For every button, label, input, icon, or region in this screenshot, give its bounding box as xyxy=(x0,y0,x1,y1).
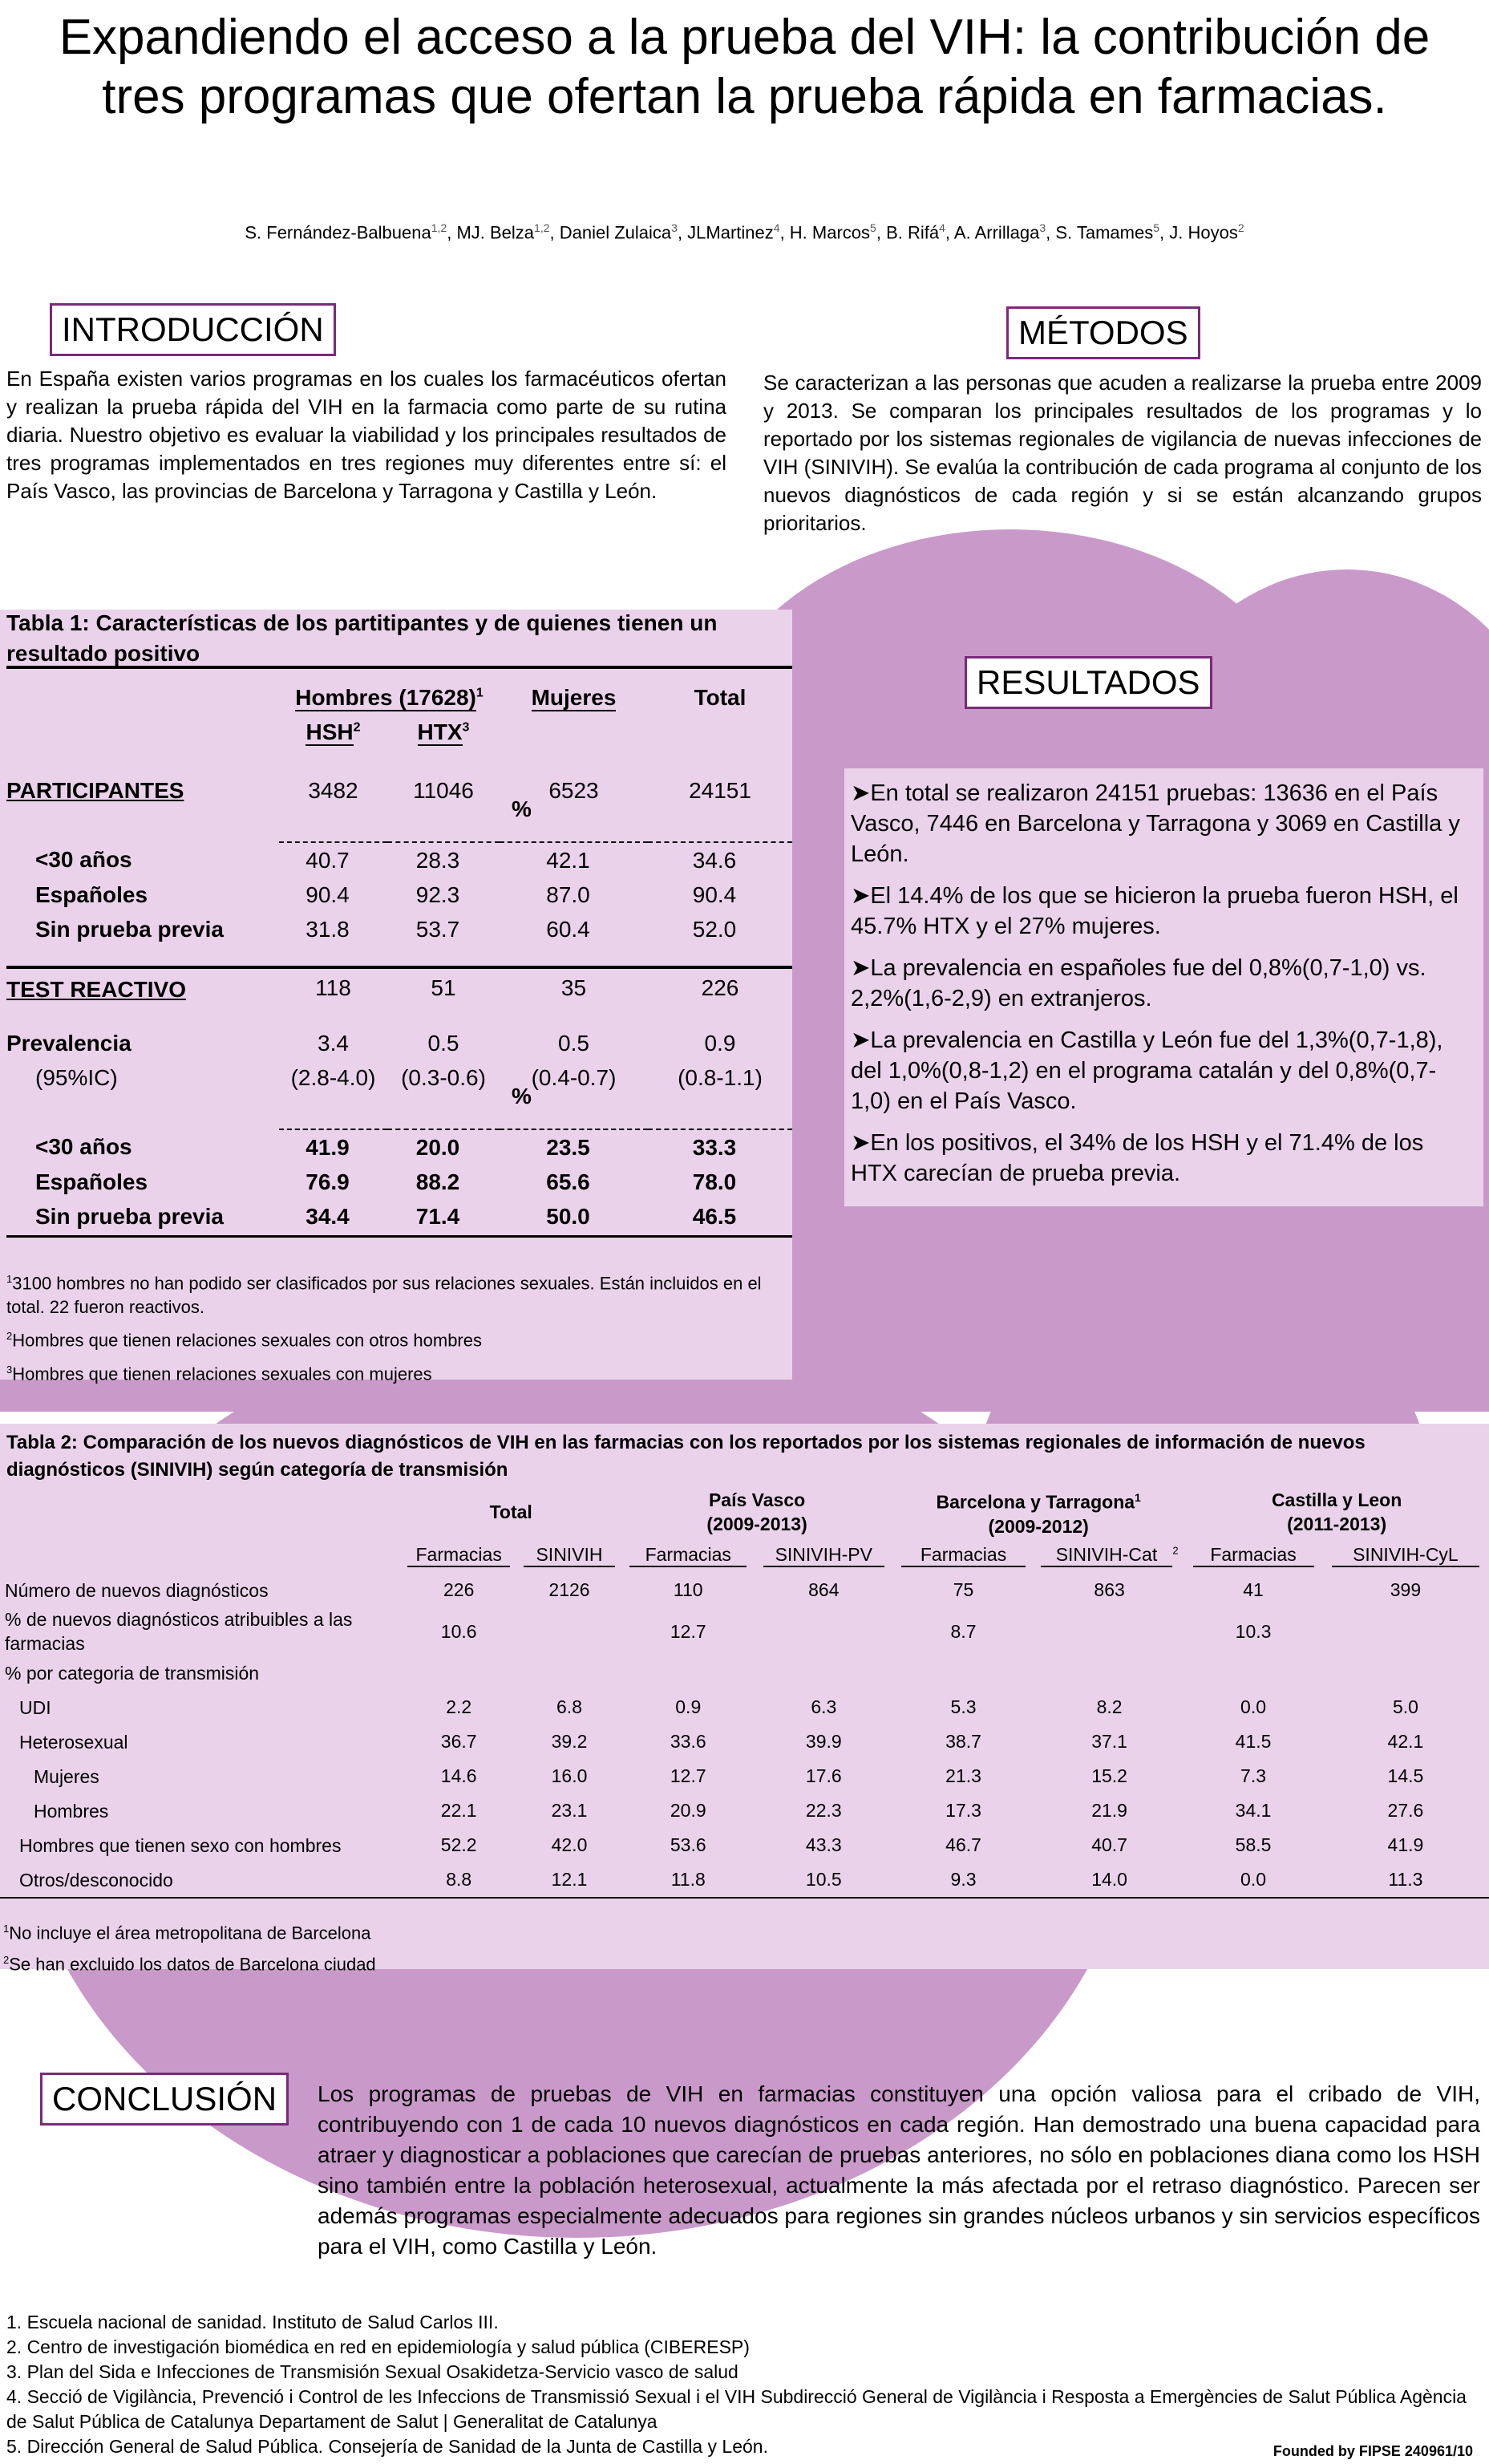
arrow-bullet-icon: ➤ xyxy=(851,1027,871,1053)
cell: 20.0 xyxy=(415,1134,460,1160)
table1-row xyxy=(6,842,792,877)
group-barcelona-years: (2009-2012) xyxy=(988,1515,1089,1537)
cell: 22.3 xyxy=(805,1800,842,1821)
subhead-label: Farmacias xyxy=(407,1544,510,1567)
cell: 6523 xyxy=(548,777,599,803)
row-label: % por categoria de transmisión xyxy=(5,1662,260,1684)
table1-header-row-1 xyxy=(6,680,792,715)
results-box xyxy=(844,768,1483,1206)
row-label: Heterosexual xyxy=(19,1731,128,1753)
cell: 28.3 xyxy=(415,847,460,873)
table2-row xyxy=(0,1656,1489,1690)
cell: 33.6 xyxy=(670,1731,706,1752)
cell: 10.5 xyxy=(805,1869,842,1890)
conclusion-text: Los programas de pruebas de VIH en farmacias constituyen una opción valiosa para el cribado de VIH, contribuyendo con 1 de cada 10 nuevos diagnósticos en cada región. Han demostrado una buena capacidad para atraer y diagnosticar a poblaciones que carecían de pruebas anteriores, no sólo en poblaciones diana como los HSH sino también entre la población heterosexual, actualmente la más afectada por el retraso diagnóstico. Parecen ser además programas especialmente adecuados para regiones sin grandes núcleos urbanos y sin servicios específicos para el VIH, como Castilla y León. xyxy=(318,2081,1480,2259)
cell: 22.1 xyxy=(440,1800,477,1821)
arrow-bullet-icon: ➤ xyxy=(851,955,871,981)
author-affil-sup: 5 xyxy=(870,221,876,234)
cell: 8.2 xyxy=(1096,1696,1123,1717)
cell xyxy=(755,1607,892,1656)
result-item xyxy=(851,1025,1474,1116)
cell: 7.3 xyxy=(1240,1765,1267,1786)
cell: 41 xyxy=(1243,1579,1264,1600)
table2-note xyxy=(3,1947,376,1978)
affiliations xyxy=(6,2310,1474,2459)
cell: 41.9 xyxy=(305,1134,350,1160)
row-label: UDI xyxy=(19,1696,51,1718)
cell: 3.4 xyxy=(318,1030,349,1056)
table2-row xyxy=(0,1573,1489,1607)
table2-group-row xyxy=(0,1485,1489,1538)
methods-text: Se caracterizan a las personas que acuden a realizarse la prueba entre 2009 y 2013. Se comparan los principales resultados de los programas y lo reportado por los sistemas regionales de vigilancia de nuevas infecciones de VIH (SINIVIH). Se evalúa la contribución de cada programa al conjunto de los nuevos diagnósticos de cada región y si se están alcanzando grupos prioritarios. xyxy=(763,371,1482,535)
header-total: Total xyxy=(694,684,747,710)
header-hsh: HSH xyxy=(305,719,354,744)
table2-subhead xyxy=(400,1538,517,1573)
table1-row-prevalencia xyxy=(6,1026,792,1060)
table1 xyxy=(6,680,792,1238)
result-item xyxy=(851,953,1474,1014)
cell: 33.3 xyxy=(692,1134,737,1160)
table1-row xyxy=(6,1199,792,1234)
result-text: En los positivos, el 34% de los HSH y el 71.4% de los HTX carecían de prueba previa. xyxy=(851,1130,1424,1186)
table2-subhead xyxy=(1034,1538,1184,1573)
cell: 60.4 xyxy=(546,916,590,942)
group-castilla: Castilla y Leon xyxy=(1271,1489,1402,1510)
group-barcelona: Barcelona y Tarragona xyxy=(936,1491,1135,1513)
cell: 10.6 xyxy=(440,1620,477,1642)
cell: 399 xyxy=(1390,1579,1422,1600)
cell: 0.9 xyxy=(704,1030,736,1056)
cell: 0.9 xyxy=(675,1696,702,1717)
author-affil-sup: 5 xyxy=(1153,221,1159,234)
affiliation: 5. Dirección General de Salud Pública. Consejería de Sanidad de la Junta de Castilla y León. xyxy=(6,2436,768,2457)
cell: 12.7 xyxy=(670,1765,706,1786)
row-label: Españoles xyxy=(35,881,148,907)
group-barcelona-sup: 1 xyxy=(1135,1491,1141,1505)
cell: 92.3 xyxy=(415,881,460,907)
subhead-label: Farmacias xyxy=(629,1544,747,1567)
row-label: Sin prueba previa xyxy=(35,916,224,942)
row-label: % de nuevos diagnósticos atribuibles a las farmacias xyxy=(5,1609,353,1654)
note-sup: 1 xyxy=(3,1923,10,1935)
row-label: Otros/desconocido xyxy=(19,1869,173,1891)
header-htx-sup: 3 xyxy=(462,720,470,735)
pct-label: % xyxy=(512,1084,532,1108)
cell: 5.0 xyxy=(1392,1696,1418,1717)
cell: 3482 xyxy=(308,777,358,803)
table2-subhead xyxy=(517,1538,621,1573)
cell: 23.1 xyxy=(551,1800,588,1821)
group-pais-vasco-years: (2009-2013) xyxy=(706,1514,807,1534)
table1-title: Tabla 1: Características de los partitipantes y de quienes tienen un resultado positivo xyxy=(6,610,718,666)
row-label: Españoles xyxy=(35,1169,148,1194)
cell: 14.5 xyxy=(1387,1765,1424,1786)
cell: 12.1 xyxy=(551,1869,588,1890)
subhead-label: SINIVIH-PV xyxy=(763,1544,884,1567)
arrow-bullet-icon: ➤ xyxy=(851,883,871,909)
cell: 46.7 xyxy=(945,1834,981,1855)
table2-row xyxy=(0,1759,1489,1793)
author-affil-sup: 4 xyxy=(939,221,945,234)
table2-subhead xyxy=(1184,1538,1322,1573)
table1-header-row-2 xyxy=(6,715,792,749)
cell: 65.6 xyxy=(546,1169,590,1194)
author: Daniel Zulaica xyxy=(559,222,672,243)
cell: 76.9 xyxy=(305,1169,350,1194)
cell: 53.6 xyxy=(670,1834,706,1855)
table1-note xyxy=(6,1324,788,1352)
author: H. Marcos xyxy=(789,222,871,243)
pct-label: % xyxy=(512,796,532,821)
row-label: <30 años xyxy=(35,847,132,872)
table2-subhead xyxy=(755,1538,892,1573)
cell: 52.2 xyxy=(440,1834,477,1855)
subhead-label: SINIVIH xyxy=(524,1544,615,1567)
subhead-label: Farmacias xyxy=(901,1544,1026,1567)
cell: 71.4 xyxy=(415,1203,460,1229)
cell: 90.4 xyxy=(305,881,350,907)
cell: 6.3 xyxy=(811,1696,837,1717)
results-heading: RESULTADOS xyxy=(965,656,1212,709)
intro-heading: INTRODUCCIÓN xyxy=(50,303,336,356)
author: S. Tamames xyxy=(1055,222,1154,243)
cell: 88.2 xyxy=(415,1169,460,1194)
table2-subhead xyxy=(1322,1538,1489,1573)
cell: 0.0 xyxy=(1240,1869,1267,1890)
cell: 34.4 xyxy=(305,1203,350,1229)
group-castilla-years: (2011-2013) xyxy=(1287,1514,1387,1534)
cell: 0.5 xyxy=(558,1030,589,1056)
cell: 42.1 xyxy=(546,847,590,873)
intro-text: En España existen varios programas en los cuales los farmacéuticos ofertan y realizan la prueba rápida del VIH en la farmacia como parte de su rutina diaria. Nuestro objetivo es evaluar la viabilidad y los principales resultados de tres programas implementados en tres regiones muy diferentes entre sí: el País Vasco, las provincias de Barcelona y Tarragona y Castilla y León. xyxy=(6,367,726,503)
cell xyxy=(892,1656,1034,1690)
cell: 110 xyxy=(673,1579,703,1600)
table1-row xyxy=(6,912,792,946)
table2-subhead xyxy=(621,1538,755,1573)
participantes-label: PARTICIPANTES xyxy=(6,777,184,803)
cell xyxy=(517,1656,621,1690)
cell: 17.6 xyxy=(805,1765,842,1786)
cell: 9.3 xyxy=(950,1869,977,1890)
cell: 2126 xyxy=(548,1579,590,1600)
cell: 34.6 xyxy=(692,847,737,873)
prevalencia-label: Prevalencia xyxy=(6,1030,132,1056)
cell xyxy=(1322,1607,1489,1656)
cell: 11046 xyxy=(413,777,474,803)
cell: 38.7 xyxy=(945,1731,981,1752)
cell: 52.0 xyxy=(692,916,737,942)
cell: 864 xyxy=(808,1579,840,1600)
author-list: S. Fernández-Balbuena$^{1,2}$, MJ. Belza$^{1,2}$, Daniel Zulaica$^3$, JLMartinez$^4$, H. Marcos$^5$, B. Rifá$^4$, A. Arrillaga$^3$, S. Tamames$^5$, J. Hoyos$^2$ xyxy=(245,221,1244,243)
table1-note xyxy=(6,1358,788,1386)
author-affil-sup: 1,2 xyxy=(431,221,447,234)
cell: 41.9 xyxy=(1387,1834,1424,1855)
result-text: La prevalencia en españoles fue del 0,8%(0,7-1,0) vs. 2,2%(1,6-2,9) en extranjeros. xyxy=(851,955,1426,1011)
cell: 12.7 xyxy=(670,1620,706,1642)
group-pais-vasco: País Vasco xyxy=(708,1489,806,1510)
cell: (0.8-1.1) xyxy=(678,1064,763,1090)
cell: 27.6 xyxy=(1387,1800,1424,1821)
cell: 58.5 xyxy=(1235,1834,1272,1855)
cell: 5.3 xyxy=(950,1696,977,1717)
table1-pct-row-b xyxy=(6,1095,792,1129)
cell: 31.8 xyxy=(305,916,350,942)
header-htx: HTX xyxy=(417,719,463,744)
author-affil-sup: 2 xyxy=(1237,221,1244,234)
cell: 226 xyxy=(443,1579,475,1600)
note-sup: 2 xyxy=(3,1954,10,1967)
affiliation: 1. Escuela nacional de sanidad. Instituto de Salud Carlos III. xyxy=(6,2312,499,2332)
cell: 0.0 xyxy=(1240,1696,1267,1717)
table2-row xyxy=(0,1862,1489,1897)
table1-row xyxy=(6,877,792,912)
table1-row xyxy=(6,1129,792,1165)
author-affil-sup: 3 xyxy=(1039,221,1046,234)
table2-title: Tabla 2: Comparación de los nuevos diagnósticos de VIH en las farmacias con los reportados por los sistemas regionales de información de nuevos diagnósticos (SINIVIH) según categoría de transmisión xyxy=(6,1432,1366,1481)
cell: 11.3 xyxy=(1388,1869,1423,1890)
table2-row xyxy=(0,1724,1489,1759)
cell: 46.5 xyxy=(692,1203,737,1229)
note-text: Se han excluido los datos de Barcelona ciudad xyxy=(9,1954,376,1975)
cell: 90.4 xyxy=(692,881,737,907)
cell: 24151 xyxy=(689,777,751,803)
table2-notes xyxy=(3,1915,376,1979)
author: JLMartinez xyxy=(687,222,774,243)
header-hombres: Hombres (17628) xyxy=(295,684,476,710)
table2-row xyxy=(0,1828,1489,1862)
cell xyxy=(1322,1656,1489,1690)
result-text: La prevalencia en Castilla y León fue del 1,3%(0,7-1,8), del 1,0%(0,8-1,2) en el programa catalán y del 0,8%(0,7-1,0) en el País Vasco. xyxy=(851,1027,1443,1114)
cell: 20.9 xyxy=(670,1800,706,1821)
table1-row-test xyxy=(6,967,792,1007)
cell: 226 xyxy=(701,975,739,1000)
row-label: Sin prueba previa xyxy=(35,1203,224,1229)
cell: 118 xyxy=(315,975,351,1000)
note-sup: 3 xyxy=(6,1363,13,1376)
methods-heading: MÉTODOS xyxy=(1006,306,1200,359)
conclusion-heading: CONCLUSIÓN xyxy=(40,2073,289,2126)
table1-row-ic xyxy=(6,1060,792,1095)
cell: 863 xyxy=(1094,1579,1125,1600)
cell: (2.8-4.0) xyxy=(290,1064,376,1090)
cell: 0.5 xyxy=(427,1030,459,1056)
note-text: No incluye el área metropolitana de Barcelona xyxy=(9,1923,371,1943)
table2-row xyxy=(0,1793,1489,1828)
cell xyxy=(1034,1656,1184,1690)
funding-note: Founded by FIPSE 240961/10 xyxy=(1273,2443,1473,2459)
table1-title-rule xyxy=(6,666,792,669)
cell: 42.1 xyxy=(1387,1731,1424,1752)
note-sup: 2 xyxy=(6,1330,13,1343)
arrow-bullet-icon: ➤ xyxy=(851,780,871,806)
cell: 40.7 xyxy=(1091,1834,1127,1855)
table1-bottom-rule xyxy=(6,1235,792,1238)
test-label: TEST REACTIVO xyxy=(6,976,187,1002)
cell: 16.0 xyxy=(551,1765,588,1786)
cell xyxy=(1184,1656,1322,1690)
cell: 21.9 xyxy=(1091,1800,1127,1821)
header-hsh-sup: 2 xyxy=(353,720,361,735)
cell: 34.1 xyxy=(1235,1800,1272,1821)
affiliation: 2. Centro de investigación biomédica en red en epidemiología y salud pública (CIBERESP) xyxy=(6,2336,750,2357)
table2-bottom-rule xyxy=(0,1897,1489,1899)
header-mujeres: Mujeres xyxy=(531,684,617,710)
table1-note xyxy=(6,1267,788,1319)
author: J. Hoyos xyxy=(1169,222,1238,243)
author-affil-sup: 4 xyxy=(773,221,780,234)
subhead-label: Farmacias xyxy=(1193,1544,1314,1567)
result-item xyxy=(851,881,1474,942)
result-item xyxy=(851,778,1474,869)
row-label: Hombres que tienen sexo con hombres xyxy=(19,1834,342,1856)
cell: 21.3 xyxy=(945,1765,981,1786)
cell: 10.3 xyxy=(1235,1620,1272,1642)
group-total: Total xyxy=(489,1502,532,1522)
subhead-sup: 2 xyxy=(1172,1544,1179,1557)
cell: 15.2 xyxy=(1091,1765,1127,1786)
poster-title: Expandiendo el acceso a la prueba del VIH: la contribución de tres programas que ofertan la prueba rápida en farmacias. xyxy=(59,10,1430,124)
cell: 2.2 xyxy=(446,1696,472,1717)
cell: 6.8 xyxy=(556,1696,582,1717)
cell: 50.0 xyxy=(546,1203,590,1229)
table1-pct-row-a xyxy=(6,808,792,842)
header-hombres-sup: 1 xyxy=(475,686,484,700)
result-text: En total se realizaron 24151 pruebas: 13636 en el País Vasco, 7446 en Barcelona y Tarragona y 3069 en Castilla y León. xyxy=(851,780,1460,867)
cell: 35 xyxy=(560,975,587,1000)
cell xyxy=(517,1607,621,1656)
row-label: Número de nuevos diagnósticos xyxy=(5,1579,269,1601)
note-text: 3100 hombres no han podido ser clasificados por sus relaciones sexuales. Están incluidos en el total. 22 fueron reactivos. xyxy=(6,1273,762,1318)
subhead-label: SINIVIH-Cat xyxy=(1041,1544,1173,1567)
row-label: Hombres xyxy=(34,1800,109,1822)
cell xyxy=(621,1656,755,1690)
cell xyxy=(400,1656,517,1690)
cell: 53.7 xyxy=(415,916,460,942)
table2-subhead-row xyxy=(0,1538,1489,1573)
cell: 11.8 xyxy=(670,1869,706,1890)
cell: 40.7 xyxy=(305,847,350,873)
note-text: Hombres que tienen relaciones sexuales con mujeres xyxy=(12,1363,432,1384)
cell xyxy=(1034,1607,1184,1656)
cell xyxy=(755,1656,892,1690)
cell: (0.3-0.6) xyxy=(401,1064,486,1090)
cell: 39.2 xyxy=(551,1731,588,1752)
table2-row xyxy=(0,1607,1489,1656)
cell: 87.0 xyxy=(546,881,590,907)
cell: 42.0 xyxy=(551,1834,588,1855)
cell: 14.0 xyxy=(1091,1869,1127,1890)
arrow-bullet-icon: ➤ xyxy=(851,1130,871,1156)
result-item xyxy=(851,1128,1474,1189)
author: B. Rifá xyxy=(886,222,940,243)
cell: 43.3 xyxy=(805,1834,842,1855)
subhead-label: SINIVIH-CyL xyxy=(1332,1544,1479,1567)
cell: 39.9 xyxy=(805,1731,842,1752)
cell: 41.5 xyxy=(1235,1731,1272,1752)
author-affil-sup: 3 xyxy=(671,221,678,234)
cell: 14.6 xyxy=(440,1765,477,1786)
author: MJ. Belza xyxy=(456,222,535,243)
cell: 78.0 xyxy=(692,1169,737,1194)
table1-row-participantes xyxy=(6,773,792,808)
table2-row xyxy=(0,1690,1489,1724)
note-sup: 1 xyxy=(6,1273,13,1285)
cell: (0.4-0.7) xyxy=(531,1064,617,1090)
cell: 37.1 xyxy=(1091,1731,1127,1752)
result-text: El 14.4% de los que se hicieron la prueba fueron HSH, el 45.7% HTX y el 27% mujeres. xyxy=(851,883,1459,939)
ic-label: (95%IC) xyxy=(35,1064,118,1090)
author: A. Arrillaga xyxy=(953,222,1040,243)
cell: 17.3 xyxy=(945,1800,981,1821)
row-label: Mujeres xyxy=(34,1765,99,1787)
cell: 8.8 xyxy=(446,1869,472,1890)
affiliation: 4. Secció de Vigilància, Prevenció i Control de les Infeccions de Transmissió Sexual i el VIH Subdirecció General de Vigilància i Resposta a Emergències de Salut Pública Agència de Salut Pública de Catalunya Departament de Salut | Generalitat de Catalunya xyxy=(6,2386,1467,2432)
note-text: Hombres que tienen relaciones sexuales con otros hombres xyxy=(12,1330,482,1351)
cell: 23.5 xyxy=(546,1134,590,1160)
row-label: <30 años xyxy=(35,1134,132,1159)
author-affil-sup: 1,2 xyxy=(534,221,550,234)
cell: 8.7 xyxy=(950,1620,977,1642)
table1-notes xyxy=(6,1267,788,1391)
table1-row xyxy=(6,1165,792,1199)
cell: 75 xyxy=(953,1579,974,1600)
table2 xyxy=(0,1485,1489,1899)
author: S. Fernández-Balbuena xyxy=(245,222,431,243)
cell: 36.7 xyxy=(440,1731,477,1752)
table2-note xyxy=(3,1915,376,1947)
table2-subhead xyxy=(892,1538,1034,1573)
affiliation: 3. Plan del Sida e Infecciones de Transmisión Sexual Osakidetza-Servicio vasco de salud xyxy=(6,2361,738,2382)
cell: 51 xyxy=(431,975,456,1000)
